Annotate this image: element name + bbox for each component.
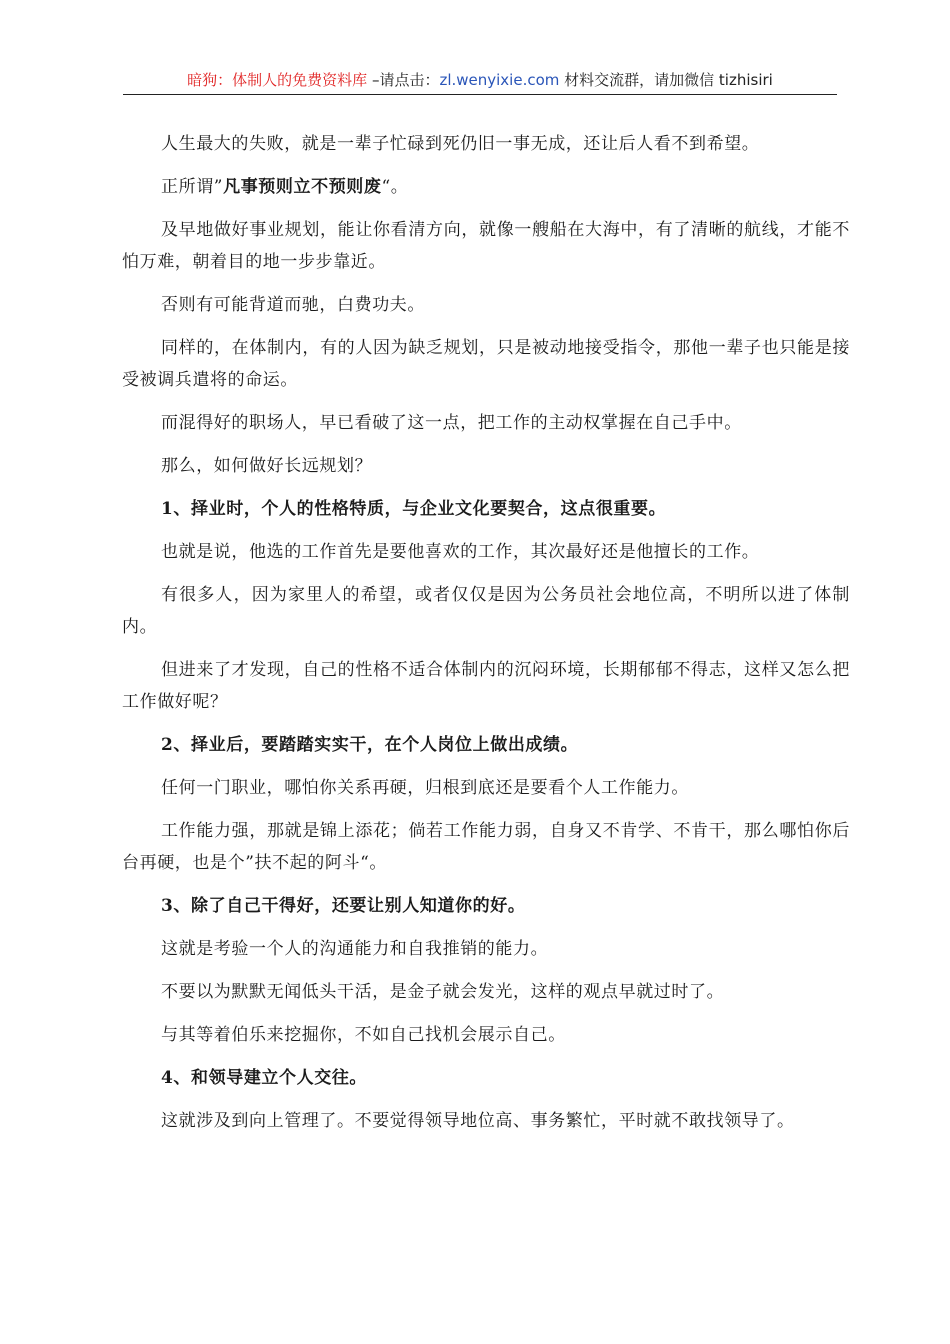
article-body <box>122 128 850 1148</box>
paragraph: 工作能力强，那就是锦上添花；倘若工作能力弱，自身又不肯学、不肯干，那么哪怕你后台再硬，也是个”扶不起的阿斗“。 <box>122 821 850 873</box>
paragraph: 而混得好的职场人，早已看破了这一点，把工作的主动权掌握在自己手中。 <box>161 413 742 433</box>
page-header <box>123 68 837 95</box>
paragraph: 与其等着伯乐来挖掘你，不如自己找机会展示自己。 <box>161 1025 566 1045</box>
header-click-label: –请点击： <box>367 71 440 89</box>
paragraph: 有很多人，因为家里人的希望，或者仅仅是因为公务员社会地位高，不明所以进了体制内。 <box>122 585 850 637</box>
paragraph: 人生最大的失败，就是一辈子忙碌到死仍旧一事无成，还让后人看不到希望。 <box>161 134 760 154</box>
quote-close: “。 <box>381 177 409 197</box>
paragraph <box>122 171 850 203</box>
section-heading-2: 2、择业后，要踏踏实实干，在个人岗位上做出成绩。 <box>161 735 579 755</box>
section-heading-4: 4、和领导建立个人交往。 <box>161 1068 368 1088</box>
paragraph: 那么，如何做好长远规划？ <box>161 456 373 476</box>
header-url-link[interactable]: zl.wenyixie.com <box>439 71 560 89</box>
paragraph: 不要以为默默无闻低头干活，是金子就会发光，这样的观点早就过时了。 <box>161 982 725 1002</box>
paragraph: 及早地做好事业规划，能让你看清方向，就像一艘船在大海中，有了清晰的航线，才能不怕万难，朝着目的地一步步靠近。 <box>122 220 850 272</box>
paragraph: 任何一门职业，哪怕你关系再硬，归根到底还是要看个人工作能力。 <box>161 778 689 798</box>
header-brand: 暗狗：体制人的免费资料库 <box>187 71 368 89</box>
paragraph: 这就涉及到向上管理了。不要觉得领导地位高、事务繁忙，平时就不敢找领导了。 <box>161 1111 795 1131</box>
proverb-bold: 凡事预则立不预则废 <box>223 177 382 197</box>
section-heading-3: 3、除了自己干得好，还要让别人知道你的好。 <box>161 896 526 916</box>
paragraph: 也就是说，他选的工作首先是要他喜欢的工作，其次最好还是他擅长的工作。 <box>161 542 760 562</box>
section-heading-1: 1、择业时，个人的性格特质，与企业文化要契合，这点很重要。 <box>161 499 667 519</box>
quote-open: 正所谓” <box>161 177 224 197</box>
paragraph: 这就是考验一个人的沟通能力和自我推销的能力。 <box>161 939 549 959</box>
paragraph: 否则有可能背道而驰，白费功夫。 <box>161 295 425 315</box>
paragraph: 但进来了才发现，自己的性格不适合体制内的沉闷环境，长期郁郁不得志，这样又怎么把工作做好呢？ <box>122 660 850 712</box>
header-wechat-note: 材料交流群，请加微信 tizhisiri <box>559 71 773 89</box>
paragraph: 同样的，在体制内，有的人因为缺乏规划，只是被动地接受指令，那他一辈子也只能是接受被调兵遣将的命运。 <box>122 338 850 390</box>
